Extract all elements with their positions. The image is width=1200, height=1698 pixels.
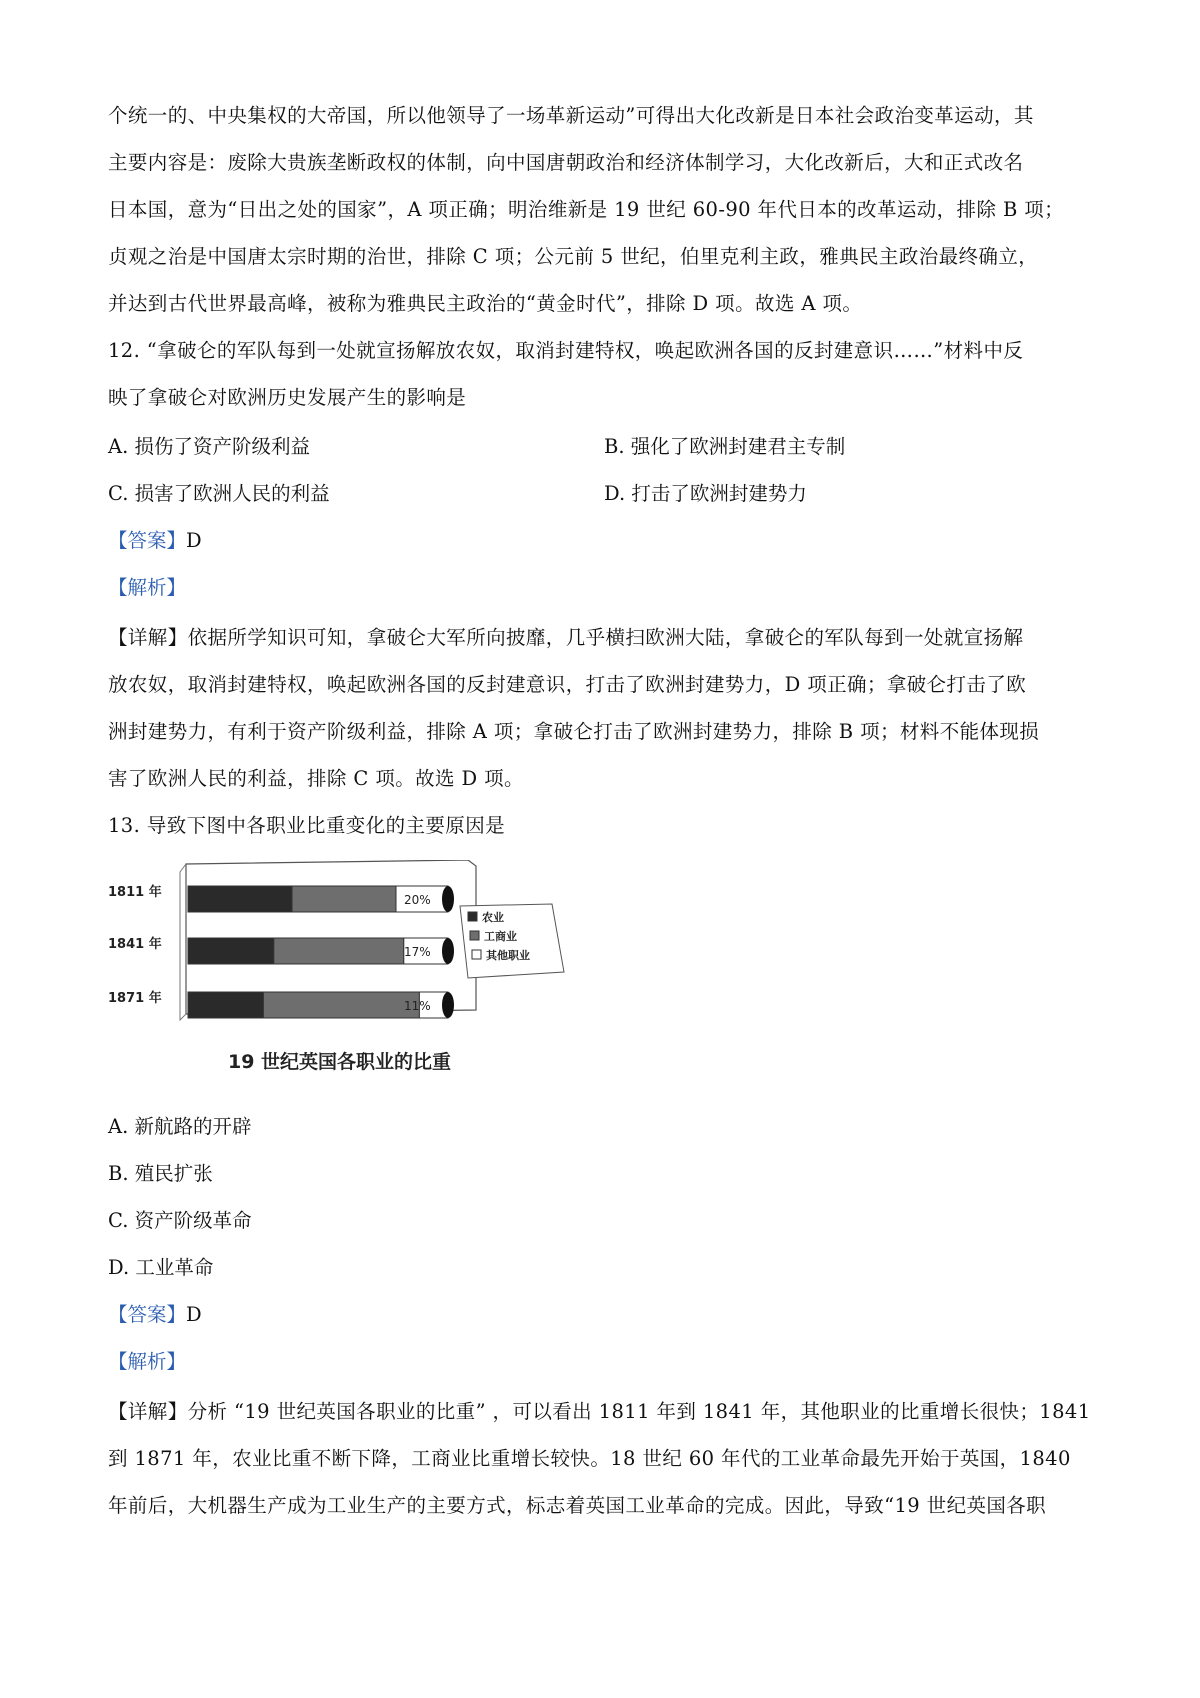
legend-swatch — [468, 912, 477, 921]
category-labels — [108, 884, 162, 1006]
legend-swatch — [470, 931, 479, 940]
bar-segment-agriculture — [188, 992, 263, 1018]
bar-segment-industry-commerce — [292, 886, 396, 912]
bar-segment-industry-commerce — [263, 992, 419, 1018]
text-line: 放农奴，取消封建特权，唤起欧洲各国的反封建意识，打击了欧洲封建势力，D 项正确；拿破仑打击了欧 — [108, 673, 1027, 696]
text-line: 【详解】分析 “19 世纪英国各职业的比重” ，可以看出 1811 年到 1841 年，其他职业的比重增长很快；1841 — [108, 1400, 1091, 1423]
q12-answer — [108, 526, 202, 556]
q12-option-b: B. 强化了欧洲封建君主专制 — [604, 435, 846, 458]
answer-value: D — [186, 1303, 202, 1326]
chart-legend — [460, 904, 564, 978]
bars-group — [188, 886, 454, 1018]
bar-end-cap — [442, 938, 454, 964]
analysis-tag: 【解析】 — [108, 1350, 187, 1373]
text-line: 映了拿破仑对欧洲历史发展产生的影响是 — [108, 386, 467, 409]
text-line: 日本国，意为“日出之处的国家”，A 项正确；明治维新是 19 世纪 60-90 年代日本的改革运动，排除 B 项； — [108, 198, 1065, 221]
text-line: 12. “拿破仑的军队每到一处就宣扬解放农奴，取消封建特权，唤起欧洲各国的反封建意识……”材料中反 — [108, 339, 1024, 362]
q12-option-a: A. 损伤了资产阶级利益 — [108, 435, 310, 458]
q13-analysis-heading — [108, 1347, 186, 1377]
q13-answer — [108, 1300, 202, 1330]
chart-frame — [186, 860, 476, 1014]
chart-frame-side — [180, 864, 186, 1020]
q12-detail — [108, 614, 1108, 802]
bar-segment-agriculture — [188, 938, 274, 964]
other-share-label: 17% — [404, 945, 431, 959]
other-share-label: 20% — [404, 893, 431, 907]
legend-label: 农业 — [482, 911, 504, 924]
q13-option-a: A. 新航路的开辟 — [108, 1115, 252, 1138]
chart-title: 19 世纪英国各职业的比重 — [228, 1051, 452, 1073]
q13-detail — [108, 1388, 1108, 1529]
bar-segment-agriculture — [188, 886, 292, 912]
other-share-label: 11% — [404, 999, 431, 1013]
text-line: 主要内容是：废除大贵族垄断政权的体制，向中国唐朝政治和经济体制学习，大化改新后，大和正式改名 — [108, 151, 1024, 174]
text-line: 【详解】依据所学知识可知，拿破仑大军所向披靡，几乎横扫欧洲大陆，拿破仑的军队每到一处就宣扬解 — [108, 626, 1024, 649]
text-line: 年前后，大机器生产成为工业生产的主要方式，标志着英国工业革命的完成。因此，导致“19 世纪英国各职 — [108, 1494, 1047, 1517]
chart-svg — [108, 860, 628, 1080]
q13-option-d: D. 工业革命 — [108, 1256, 214, 1279]
q11-analysis-tail — [108, 92, 1108, 327]
category-label: 1841 年 — [108, 937, 162, 952]
q12-analysis-heading — [108, 573, 186, 603]
text-line: 并达到古代世界最高峰，被称为雅典民主政治的“黄金时代”，排除 D 项。故选 A 项。 — [108, 292, 863, 315]
legend-label: 其他职业 — [486, 949, 530, 962]
q13-option-b: B. 殖民扩张 — [108, 1162, 213, 1185]
answer-tag: 【答案】 — [108, 529, 187, 552]
analysis-tag: 【解析】 — [108, 576, 187, 599]
bar-segment-industry-commerce — [274, 938, 404, 964]
bar-end-cap — [442, 992, 454, 1018]
q13-stem — [108, 802, 1108, 849]
category-label: 1871 年 — [108, 991, 162, 1006]
text-line: 个统一的、中央集权的大帝国，所以他领导了一场革新运动”可得出大化改新是日本社会政治变革运动，其 — [108, 104, 1034, 127]
text-line: 到 1871 年，农业比重不断下降，工商业比重增长较快。18 世纪 60 年代的工业革命最先开始于英国，1840 — [108, 1447, 1071, 1470]
text-line: 洲封建势力，有利于资产阶级利益，排除 A 项；拿破仑打击了欧洲封建势力，排除 B 项；材料不能体现损 — [108, 720, 1040, 743]
answer-value: D — [186, 529, 202, 552]
legend-swatch — [472, 950, 481, 959]
text-line: 害了欧洲人民的利益，排除 C 项。故选 D 项。 — [108, 767, 524, 790]
legend-label: 工商业 — [484, 930, 517, 943]
answer-tag: 【答案】 — [108, 1303, 187, 1326]
q12-option-c: C. 损害了欧洲人民的利益 — [108, 482, 330, 505]
bar-end-cap — [442, 886, 454, 912]
occupation-chart — [108, 860, 628, 1080]
text-line: 贞观之治是中国唐太宗时期的治世，排除 C 项；公元前 5 世纪，伯里克利主政，雅典民主政治最终确立， — [108, 245, 1039, 268]
q12-stem — [108, 327, 1108, 421]
q12-option-d: D. 打击了欧洲封建势力 — [604, 482, 807, 505]
text-line: 13. 导致下图中各职业比重变化的主要原因是 — [108, 814, 506, 837]
category-label: 1811 年 — [108, 885, 162, 900]
q13-option-c: C. 资产阶级革命 — [108, 1209, 252, 1232]
